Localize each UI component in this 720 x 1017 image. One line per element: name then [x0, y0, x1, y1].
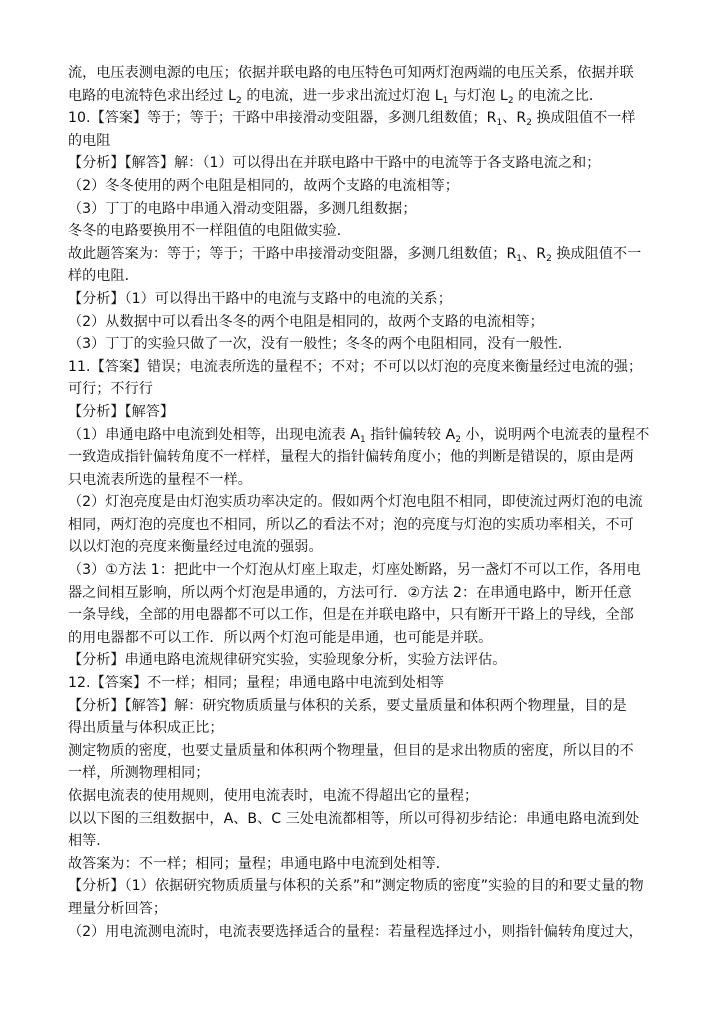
text-segment: 测定物质的密度，也要丈量质量和体积两个物理量，但目的是求出物质的密度，所以目的不	[68, 742, 634, 759]
text-line	[68, 446, 654, 469]
text-line	[68, 672, 654, 695]
subscript: 1	[516, 253, 523, 264]
text-segment: 一样，所测物理相同；	[68, 765, 210, 782]
text-line	[68, 582, 654, 605]
text-segment: （3）①方法 1：把此中一个灯泡从灯座上取走，灯座处断路，另一盏灯不可以工作，各用电	[68, 562, 641, 579]
text-segment: 换成阻值不一样	[532, 110, 636, 127]
text-line	[68, 378, 654, 401]
text-line	[68, 604, 654, 627]
text-line	[68, 401, 654, 424]
text-segment: 、R	[502, 110, 527, 127]
text-segment: 器之间相互影响，所以两个灯泡是串通的，方法可行．②方法 2：在串通电路中，断开任意	[68, 584, 632, 601]
text-segment: 电路的电流特色求出经过 L	[68, 87, 237, 104]
text-line	[68, 830, 654, 853]
text-line	[68, 491, 654, 514]
text-line	[68, 921, 654, 944]
subscript: 2	[507, 95, 514, 106]
text-segment: 指针偏转较 A	[365, 426, 456, 443]
text-segment: （3）丁丁的电路中串通入滑动变阻器，多测几组数据；	[68, 200, 417, 217]
text-segment: 换成阻值不一	[551, 245, 642, 262]
text-segment: 流，电压表测电源的电压；依据并联电路的电压特色可知两灯泡两端的电压关系，依据并联	[68, 65, 634, 81]
text-segment: 与灯泡 L	[448, 87, 508, 104]
text-line	[68, 514, 654, 537]
text-line	[68, 243, 654, 266]
text-segment: 相同，两灯泡的亮度也不相同，所以乙的看法不对；泡的亮度与灯泡的实质功率相关，不可	[68, 516, 634, 533]
text-line	[68, 469, 654, 492]
text-segment: 11.【答案】错误；电流表所选的量程不；不对；不可以以灯泡的亮度来衡量经过电流的强；	[68, 358, 643, 375]
text-segment: 12.【答案】不一样；相同；量程；串通电路中电流到处相等	[68, 675, 445, 692]
text-segment: （2）冬冬使用的两个电阻是相同的，故两个支路的电流相等；	[68, 177, 459, 194]
text-segment: （2）从数据中可以看出冬冬的两个电阻是相同的，故两个支路的电流相等；	[68, 313, 544, 330]
text-line	[68, 424, 654, 447]
text-line	[68, 559, 654, 582]
text-segment: 故答案为：不一样；相同；量程；串通电路中电流到处相等．	[68, 855, 450, 872]
text-segment: 理量分析回答；	[68, 900, 168, 917]
text-line	[68, 875, 654, 898]
text-line	[68, 107, 654, 130]
text-line	[68, 536, 654, 559]
document-body	[68, 62, 654, 943]
text-line	[68, 853, 654, 876]
text-segment: 一致造成指针偏转角度不一样样，量程大的指针偏转角度小；他的判断是错误的，原由是两	[68, 449, 634, 466]
text-segment: 的电阻	[68, 132, 111, 149]
text-line	[68, 288, 654, 311]
text-line	[68, 762, 654, 785]
text-segment: 依据电流表的使用规则，使用电流表时，电流不得超出它的量程；	[68, 788, 479, 804]
text-line	[68, 175, 654, 198]
text-line	[68, 785, 654, 808]
subscript: 2	[546, 253, 552, 264]
text-segment: 【分析】【解答】解：（1）可以得出在并联电路中干路中的电流等于各支路电流之和；	[68, 155, 601, 172]
text-segment: 【分析】串通电路电流规律研究实验，实验现象分析，实验方法评估。	[68, 652, 507, 669]
subscript: 2	[455, 434, 462, 445]
text-segment: 【分析】【解答】	[68, 403, 175, 420]
text-segment: 小，说明两个电流表的量程不	[461, 426, 650, 443]
text-line	[68, 717, 654, 740]
text-segment: 一条导线，全部的用电器都不可以工作，但是在并联电路中，只有断开干路上的导线，全部	[68, 607, 634, 624]
text-segment: 冬冬的电路要换用不一样阻值的电阻做实验．	[68, 223, 351, 240]
text-segment: （1）串通电路中电流到处相等，出现电流表 A	[68, 426, 360, 443]
text-line	[68, 311, 654, 334]
text-line	[68, 333, 654, 356]
text-segment: 以以下图的三组数据中，A、B、C 三处电流都相等，所以可得初步结论：串通电路电流到处	[68, 810, 640, 827]
text-segment: 、R	[522, 245, 547, 262]
subscript: 2	[236, 95, 242, 106]
text-segment: 只电流表所选的量程不一样。	[68, 471, 252, 488]
text-line	[68, 152, 654, 175]
text-line	[68, 695, 654, 718]
text-segment: 样的电阻．	[68, 268, 139, 285]
text-segment: 可行；不行行	[68, 381, 153, 398]
subscript: 1	[442, 95, 449, 106]
text-segment: 的用电器都不可以工作．所以两个灯泡可能是串通，也可能是并联。	[68, 629, 493, 646]
text-segment: 得出质量与体积成正比；	[68, 720, 224, 737]
text-segment: （2）用电流测电流时，电流表要选择适合的量程：若量程选择过小，则指针偏转角度过大，	[68, 923, 643, 940]
text-segment: （3）丁丁的实验只做了一次，没有一般性；冬冬的两个电阻相同，没有一般性．	[68, 336, 573, 353]
subscript: 1	[359, 434, 366, 445]
text-segment: 的电流之比．	[513, 87, 604, 104]
text-line	[68, 265, 654, 288]
text-line	[68, 198, 654, 221]
text-segment: 10.【答案】等于；等于；干路中串接滑动变阻器，多测几组数值；R	[68, 110, 497, 127]
text-segment: （2）灯泡亮度是由灯泡实质功率决定的。假如两个灯泡电阻不相同，即使流过两灯泡的电流	[68, 494, 643, 511]
text-segment: 【分析】（1）依据研究物质质量与体积的关系”和”测定物质的密度”实验的目的和要丈量的物	[68, 878, 644, 895]
text-line	[68, 898, 654, 921]
text-line	[68, 220, 654, 243]
text-segment: 的电流，进一步求出流过灯泡 L	[241, 87, 443, 104]
text-segment: 以以灯泡的亮度来衡量经过电流的强弱。	[68, 539, 323, 556]
text-line	[68, 62, 654, 85]
text-line	[68, 130, 654, 153]
text-line	[68, 740, 654, 763]
text-segment: 故此题答案为：等于；等于；干路中串接滑动变阻器，多测几组数值；R	[68, 245, 517, 262]
text-segment: 相等.	[68, 833, 101, 850]
text-line	[68, 649, 654, 672]
subscript: 2	[526, 118, 532, 129]
text-line	[68, 808, 654, 831]
text-segment: 【分析】【解答】解：研究物质质量与体积的关系，要丈量质量和体积两个物理量，目的是	[68, 697, 627, 714]
text-line	[68, 85, 654, 108]
text-line	[68, 356, 654, 379]
text-segment: 【分析】（1）可以得出干路中的电流与支路中的电流的关系；	[68, 290, 452, 307]
subscript: 1	[496, 118, 503, 129]
text-line	[68, 627, 654, 650]
